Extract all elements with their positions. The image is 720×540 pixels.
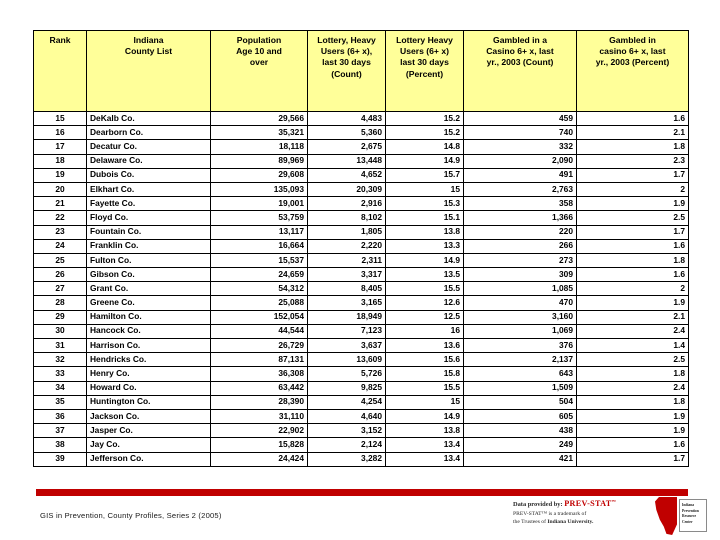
logo-line-0: Indiana	[682, 503, 694, 507]
cell-population: 19,001	[211, 197, 308, 211]
table-body	[34, 112, 689, 467]
prevstat-brand-text: PREV-STAT	[564, 499, 612, 509]
cell-county: Greene Co.	[87, 296, 211, 310]
cell-lottery-percent: 13.4	[386, 452, 464, 466]
cell-population: 63,442	[211, 381, 308, 395]
table-row	[34, 424, 689, 438]
cell-rank: 30	[34, 324, 87, 338]
table-row	[34, 253, 689, 267]
cell-lottery-percent: 14.9	[386, 154, 464, 168]
table-row	[34, 182, 689, 196]
cell-casino-percent: 1.7	[577, 225, 689, 239]
cell-county: Jefferson Co.	[87, 452, 211, 466]
cell-lottery-percent: 13.8	[386, 424, 464, 438]
cell-lottery-percent: 15.1	[386, 211, 464, 225]
cell-casino-count: 459	[464, 112, 577, 126]
cell-casino-count: 421	[464, 452, 577, 466]
cell-county: Howard Co.	[87, 381, 211, 395]
cell-county: Fountain Co.	[87, 225, 211, 239]
cell-lottery-percent: 13.4	[386, 438, 464, 452]
cell-rank: 35	[34, 395, 87, 409]
cell-rank: 29	[34, 310, 87, 324]
table-row	[34, 239, 689, 253]
cell-lottery-count: 13,609	[308, 353, 386, 367]
cell-population: 26,729	[211, 339, 308, 353]
cell-rank: 24	[34, 239, 87, 253]
cell-lottery-count: 8,405	[308, 282, 386, 296]
data-credit-block	[513, 499, 653, 526]
cell-casino-percent: 2.5	[577, 211, 689, 225]
cell-casino-percent: 1.9	[577, 409, 689, 423]
cell-lottery-percent: 14.8	[386, 140, 464, 154]
cell-population: 18,118	[211, 140, 308, 154]
cell-lottery-count: 4,483	[308, 112, 386, 126]
cell-lottery-percent: 13.8	[386, 225, 464, 239]
cell-county: Dearborn Co.	[87, 126, 211, 140]
cell-rank: 39	[34, 452, 87, 466]
column-header-rank: Rank	[34, 31, 87, 112]
indiana-state-shape-icon	[655, 497, 677, 535]
trademark-notice	[513, 511, 653, 526]
county-gambling-table	[33, 30, 689, 467]
cell-casino-percent: 2	[577, 182, 689, 196]
cell-population: 54,312	[211, 282, 308, 296]
cell-county: Franklin Co.	[87, 239, 211, 253]
cell-lottery-percent: 15.6	[386, 353, 464, 367]
cell-casino-count: 1,085	[464, 282, 577, 296]
cell-county: Gibson Co.	[87, 268, 211, 282]
cell-lottery-count: 5,726	[308, 367, 386, 381]
cell-lottery-percent: 15	[386, 395, 464, 409]
cell-population: 29,608	[211, 168, 308, 182]
cell-population: 22,902	[211, 424, 308, 438]
cell-rank: 31	[34, 339, 87, 353]
cell-lottery-percent: 15.8	[386, 367, 464, 381]
footer-accent-bar	[36, 489, 688, 496]
cell-lottery-count: 20,309	[308, 182, 386, 196]
cell-rank: 20	[34, 182, 87, 196]
logo-text-box	[679, 499, 707, 532]
cell-lottery-count: 3,317	[308, 268, 386, 282]
cell-casino-count: 309	[464, 268, 577, 282]
cell-lottery-percent: 15.3	[386, 197, 464, 211]
table-row	[34, 395, 689, 409]
cell-lottery-percent: 15.5	[386, 381, 464, 395]
cell-casino-count: 266	[464, 239, 577, 253]
cell-casino-percent: 2	[577, 282, 689, 296]
column-header-lottery-heavy-percent: Lottery Heavy Users (6+ x) last 30 days (Percent)	[386, 31, 464, 112]
cell-lottery-count: 3,152	[308, 424, 386, 438]
cell-population: 16,664	[211, 239, 308, 253]
cell-casino-percent: 2.4	[577, 381, 689, 395]
cell-rank: 25	[34, 253, 87, 267]
cell-casino-percent: 1.9	[577, 424, 689, 438]
cell-county: Elkhart Co.	[87, 182, 211, 196]
table-row	[34, 438, 689, 452]
cell-lottery-percent: 16	[386, 324, 464, 338]
table-row	[34, 296, 689, 310]
cell-rank: 33	[34, 367, 87, 381]
cell-lottery-count: 9,825	[308, 381, 386, 395]
cell-casino-count: 491	[464, 168, 577, 182]
cell-county: Harrison Co.	[87, 339, 211, 353]
cell-county: Jackson Co.	[87, 409, 211, 423]
cell-casino-count: 643	[464, 367, 577, 381]
cell-county: Henry Co.	[87, 367, 211, 381]
table-row	[34, 168, 689, 182]
cell-lottery-percent: 14.9	[386, 409, 464, 423]
cell-lottery-percent: 15.2	[386, 126, 464, 140]
cell-county: Fulton Co.	[87, 253, 211, 267]
cell-casino-count: 1,366	[464, 211, 577, 225]
cell-county: Fayette Co.	[87, 197, 211, 211]
cell-rank: 23	[34, 225, 87, 239]
table-header-row	[34, 31, 689, 112]
cell-population: 24,424	[211, 452, 308, 466]
column-header-population: Population Age 10 and over	[211, 31, 308, 112]
table-row	[34, 367, 689, 381]
cell-lottery-percent: 15	[386, 182, 464, 196]
table-row	[34, 381, 689, 395]
county-gambling-table-container	[33, 30, 688, 467]
cell-population: 29,566	[211, 112, 308, 126]
cell-rank: 26	[34, 268, 87, 282]
cell-population: 35,321	[211, 126, 308, 140]
cell-casino-count: 504	[464, 395, 577, 409]
cell-population: 135,093	[211, 182, 308, 196]
cell-county: Floyd Co.	[87, 211, 211, 225]
cell-population: 53,759	[211, 211, 308, 225]
cell-county: Huntington Co.	[87, 395, 211, 409]
cell-casino-percent: 2.1	[577, 310, 689, 324]
cell-casino-count: 249	[464, 438, 577, 452]
table-row	[34, 452, 689, 466]
cell-casino-count: 220	[464, 225, 577, 239]
credit-prefix-text: Data provided by:	[513, 501, 563, 509]
column-header-casino-gambled-percent: Gambled in casino 6+ x, last yr., 2003 (Percent)	[577, 31, 689, 112]
cell-casino-percent: 1.6	[577, 438, 689, 452]
cell-rank: 38	[34, 438, 87, 452]
cell-casino-percent: 2.5	[577, 353, 689, 367]
cell-casino-percent: 1.8	[577, 367, 689, 381]
cell-population: 44,544	[211, 324, 308, 338]
column-header-lottery-heavy-count: Lottery, Heavy Users (6+ x), last 30 days (Count)	[308, 31, 386, 112]
cell-lottery-count: 3,637	[308, 339, 386, 353]
cell-population: 152,054	[211, 310, 308, 324]
cell-casino-percent: 1.6	[577, 268, 689, 282]
cell-casino-percent: 2.4	[577, 324, 689, 338]
cell-lottery-count: 3,282	[308, 452, 386, 466]
cell-lottery-percent: 15.5	[386, 282, 464, 296]
trademark-notice-line-2	[513, 519, 653, 527]
table-header	[34, 31, 689, 112]
cell-lottery-percent: 13.5	[386, 268, 464, 282]
cell-casino-percent: 1.9	[577, 197, 689, 211]
cell-county: Jay Co.	[87, 438, 211, 452]
cell-casino-percent: 1.8	[577, 140, 689, 154]
cell-population: 15,537	[211, 253, 308, 267]
cell-lottery-count: 13,448	[308, 154, 386, 168]
cell-lottery-count: 4,640	[308, 409, 386, 423]
cell-lottery-count: 2,675	[308, 140, 386, 154]
trademark-notice-line-1: PREV-STAT™ is a trademark of	[513, 511, 587, 518]
cell-lottery-count: 1,805	[308, 225, 386, 239]
cell-population: 28,390	[211, 395, 308, 409]
cell-population: 89,969	[211, 154, 308, 168]
cell-county: Hamilton Co.	[87, 310, 211, 324]
cell-lottery-count: 2,124	[308, 438, 386, 452]
cell-casino-count: 2,137	[464, 353, 577, 367]
cell-rank: 32	[34, 353, 87, 367]
cell-lottery-count: 8,102	[308, 211, 386, 225]
cell-lottery-count: 5,360	[308, 126, 386, 140]
cell-casino-count: 358	[464, 197, 577, 211]
cell-casino-percent: 1.8	[577, 395, 689, 409]
cell-rank: 37	[34, 424, 87, 438]
cell-casino-count: 470	[464, 296, 577, 310]
table-row	[34, 282, 689, 296]
cell-lottery-percent: 12.5	[386, 310, 464, 324]
cell-rank: 18	[34, 154, 87, 168]
cell-rank: 21	[34, 197, 87, 211]
cell-rank: 27	[34, 282, 87, 296]
cell-rank: 19	[34, 168, 87, 182]
cell-casino-count: 376	[464, 339, 577, 353]
cell-casino-percent: 1.8	[577, 253, 689, 267]
indiana-prevention-resource-center-logo	[655, 497, 707, 537]
cell-casino-percent: 1.7	[577, 168, 689, 182]
column-header-casino-gambled-count: Gambled in a Casino 6+ x, last yr., 2003 (Count)	[464, 31, 577, 112]
cell-population: 25,088	[211, 296, 308, 310]
cell-lottery-count: 18,949	[308, 310, 386, 324]
cell-casino-count: 2,090	[464, 154, 577, 168]
table-row	[34, 225, 689, 239]
cell-casino-percent: 2.1	[577, 126, 689, 140]
cell-casino-count: 3,160	[464, 310, 577, 324]
cell-lottery-count: 4,254	[308, 395, 386, 409]
cell-rank: 15	[34, 112, 87, 126]
cell-lottery-count: 2,311	[308, 253, 386, 267]
cell-casino-count: 605	[464, 409, 577, 423]
cell-casino-count: 438	[464, 424, 577, 438]
cell-casino-percent: 1.6	[577, 239, 689, 253]
cell-county: Hendricks Co.	[87, 353, 211, 367]
cell-population: 15,828	[211, 438, 308, 452]
cell-rank: 16	[34, 126, 87, 140]
table-row	[34, 353, 689, 367]
cell-population: 31,110	[211, 409, 308, 423]
cell-lottery-count: 7,123	[308, 324, 386, 338]
table-row	[34, 211, 689, 225]
cell-county: Decatur Co.	[87, 140, 211, 154]
cell-lottery-percent: 13.6	[386, 339, 464, 353]
trademark-icon: ™	[611, 499, 616, 504]
table-row	[34, 324, 689, 338]
data-provided-by-line	[513, 499, 653, 508]
cell-rank: 36	[34, 409, 87, 423]
cell-county: Dubois Co.	[87, 168, 211, 182]
cell-casino-percent: 1.4	[577, 339, 689, 353]
cell-lottery-percent: 14.9	[386, 253, 464, 267]
column-header-county: Indiana County List	[87, 31, 211, 112]
cell-lottery-percent: 15.7	[386, 168, 464, 182]
cell-casino-count: 2,763	[464, 182, 577, 196]
logo-line-1: Prevention	[682, 508, 699, 513]
cell-casino-count: 332	[464, 140, 577, 154]
footer-caption: GIS in Prevention, County Profiles, Series 2 (2005)	[40, 511, 222, 520]
table-row	[34, 310, 689, 324]
table-row	[34, 140, 689, 154]
cell-casino-count: 273	[464, 253, 577, 267]
cell-rank: 28	[34, 296, 87, 310]
trademark-notice-prefix: the Trustees of	[513, 518, 548, 525]
cell-county: Jasper Co.	[87, 424, 211, 438]
logo-line-3: Center	[682, 519, 693, 524]
table-row	[34, 126, 689, 140]
cell-rank: 34	[34, 381, 87, 395]
table-row	[34, 112, 689, 126]
table-row	[34, 268, 689, 282]
table-row	[34, 409, 689, 423]
cell-county: Grant Co.	[87, 282, 211, 296]
table-row	[34, 339, 689, 353]
cell-county: DeKalb Co.	[87, 112, 211, 126]
cell-lottery-percent: 15.2	[386, 112, 464, 126]
cell-population: 36,308	[211, 367, 308, 381]
cell-lottery-percent: 13.3	[386, 239, 464, 253]
table-row	[34, 154, 689, 168]
cell-casino-percent: 1.6	[577, 112, 689, 126]
table-row	[34, 197, 689, 211]
logo-line-2: Resource	[682, 514, 697, 519]
cell-casino-percent: 2.3	[577, 154, 689, 168]
cell-county: Hancock Co.	[87, 324, 211, 338]
cell-casino-percent: 1.9	[577, 296, 689, 310]
cell-population: 13,117	[211, 225, 308, 239]
cell-population: 87,131	[211, 353, 308, 367]
cell-county: Delaware Co.	[87, 154, 211, 168]
cell-casino-count: 1,069	[464, 324, 577, 338]
cell-casino-count: 740	[464, 126, 577, 140]
cell-population: 24,659	[211, 268, 308, 282]
cell-lottery-count: 3,165	[308, 296, 386, 310]
cell-lottery-count: 2,916	[308, 197, 386, 211]
cell-lottery-count: 4,652	[308, 168, 386, 182]
cell-lottery-percent: 12.6	[386, 296, 464, 310]
cell-casino-percent: 1.7	[577, 452, 689, 466]
cell-lottery-count: 2,220	[308, 239, 386, 253]
cell-casino-count: 1,509	[464, 381, 577, 395]
cell-rank: 22	[34, 211, 87, 225]
trademark-notice-university: Indiana University.	[547, 518, 594, 525]
cell-rank: 17	[34, 140, 87, 154]
